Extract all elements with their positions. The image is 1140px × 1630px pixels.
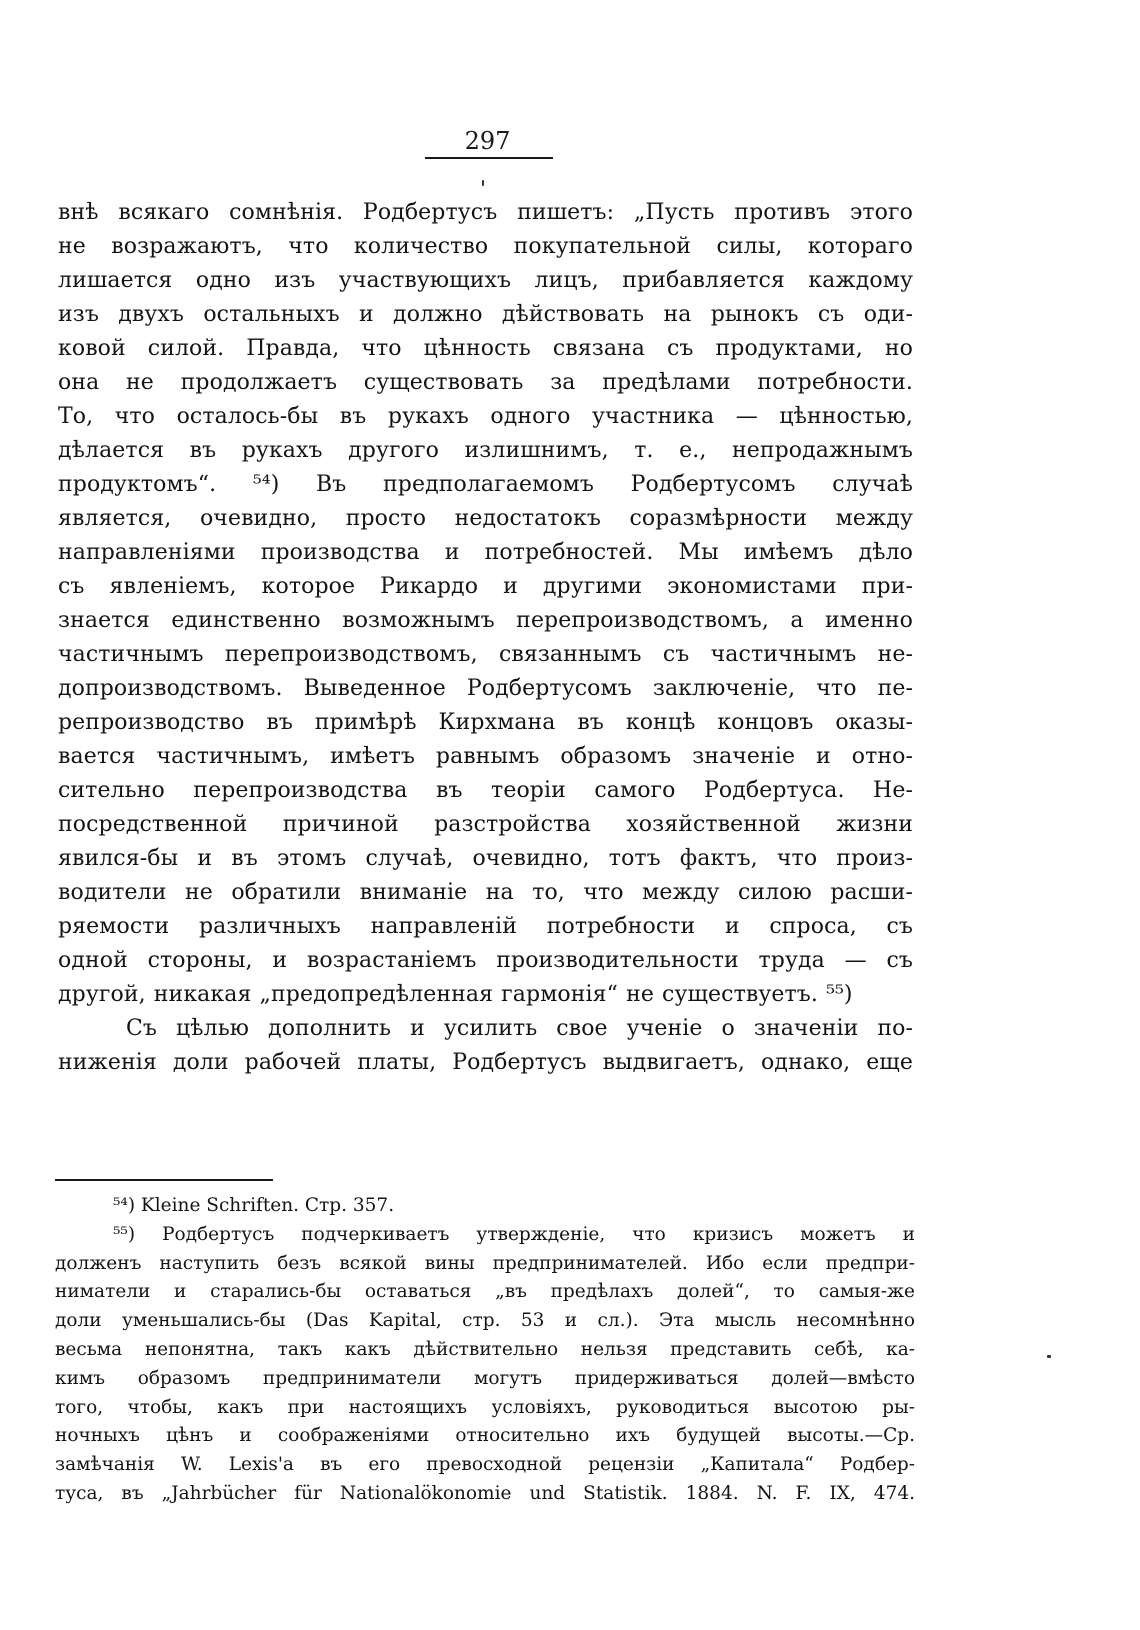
footnote-line: долженъ наступить безъ всякой вины предпринимателей. Ибо если предпри-	[55, 1252, 915, 1274]
body-text	[58, 196, 913, 1080]
scan-speck	[1047, 1355, 1051, 1358]
body-line: ряемости различныхъ направленій потребности и спроса, съ	[58, 914, 913, 939]
footnote-line: туса, въ „Jahrbücher für Nationalökonomie und Statistik. 1884. N. F. IX, 474.	[55, 1482, 915, 1504]
footnote-rule	[55, 1179, 273, 1181]
body-line: продуктомъ“. ⁵⁴) Въ предполагаемомъ Родбертусомъ случаѣ	[58, 472, 913, 497]
footnote-line: ниматели и старались-бы оставаться „въ предѣлахъ долей“, то самыя-же	[55, 1281, 915, 1303]
footnote-line: доли уменьшались-бы (Das Kapital, стр. 53 и сл.). Эта мысль несомнѣнно	[55, 1310, 915, 1332]
footnote-line: весьма непонятна, такъ какъ дѣйствительно нельзя представить себѣ, ка-	[55, 1338, 915, 1360]
footnote-line: ⁵⁴) Kleine Schriften. Стр. 357.	[113, 1195, 395, 1216]
body-line: водители не обратили вниманіе на то, что между силою расши-	[58, 880, 913, 905]
body-line: Съ цѣлью дополнить и усилить свое ученіе о значеніи по-	[126, 1016, 913, 1041]
body-line: другой, никакая „предопредѣленная гармонія“ не существуетъ. ⁵⁵)	[58, 982, 853, 1007]
body-line: дѣлается въ рукахъ другого излишнимъ, т. е., непродажнымъ	[58, 438, 913, 463]
body-line: сительно перепроизводства въ теоріи самого Родбертуса. Не-	[58, 778, 913, 803]
footnote-line: кимъ образомъ предприниматели могутъ придерживаться долей—вмѣсто	[55, 1367, 915, 1389]
body-line: частичнымъ перепроизводствомъ, связаннымъ съ частичнымъ не-	[58, 642, 913, 667]
body-line: репроизводство въ примѣрѣ Кирхмана въ концѣ концовъ оказы-	[58, 710, 913, 735]
footnote-line: того, чтобы, какъ при настоящихъ условіяхъ, руководиться высотою ры-	[55, 1396, 915, 1418]
body-line: съ явленіемъ, которое Рикардо и другими экономистами при-	[58, 574, 913, 599]
body-line: внѣ всякаго сомнѣнія. Родбертусъ пишетъ: „Пусть противъ этого	[58, 200, 913, 225]
body-line: ниженія доли рабочей платы, Родбертусъ выдвигаетъ, однако, еще	[58, 1050, 913, 1075]
body-line: знается единственно возможнымъ перепроизводствомъ, а именно	[58, 608, 913, 633]
footnote-line: ночныхъ цѣнъ и соображеніями относительно ихъ будущей высоты.—Ср.	[55, 1425, 915, 1447]
body-line: она не продолжаетъ существовать за предѣлами потребности.	[58, 370, 913, 395]
scan-speck	[482, 180, 484, 186]
body-line: То, что осталось-бы въ рукахъ одного участника — цѣнностью,	[58, 404, 913, 429]
body-line: одной стороны, и возрастаніемъ производительности труда — съ	[58, 948, 913, 973]
body-line: является, очевидно, просто недостатокъ соразмѣрности между	[58, 506, 913, 531]
body-line: лишается одно изъ участвующихъ лицъ, прибавляется каждому	[58, 268, 913, 293]
body-line: направленіями производства и потребностей. Мы имѣемъ дѣло	[58, 540, 913, 565]
body-line: изъ двухъ остальныхъ и должно дѣйствовать на рынокъ съ оди-	[58, 302, 913, 327]
body-line: вается частичнымъ, имѣетъ равнымъ образомъ значеніе и отно-	[58, 744, 913, 769]
footnote-line: ⁵⁵) Родбертусъ подчеркиваетъ утвержденіе, что кризисъ можетъ и	[113, 1223, 915, 1245]
body-line: допроизводствомъ. Выведенное Родбертусомъ заключеніе, что пе-	[58, 676, 913, 701]
page-number: 297	[464, 127, 511, 155]
body-line: ковой силой. Правда, что цѣнность связана съ продуктами, но	[58, 336, 913, 361]
body-line: явился-бы и въ этомъ случаѣ, очевидно, тотъ фактъ, что произ-	[58, 846, 913, 871]
footnotes	[55, 1192, 915, 1509]
footnote-line: замѣчанія W. Lexis'a въ его превосходной рецензіи „Капитала“ Родбер-	[55, 1454, 915, 1476]
header-rule	[425, 157, 553, 159]
body-line: посредственной причиной разстройства хозяйственной жизни	[58, 812, 913, 837]
body-line: не возражаютъ, что количество покупательной силы, котораго	[58, 234, 913, 259]
